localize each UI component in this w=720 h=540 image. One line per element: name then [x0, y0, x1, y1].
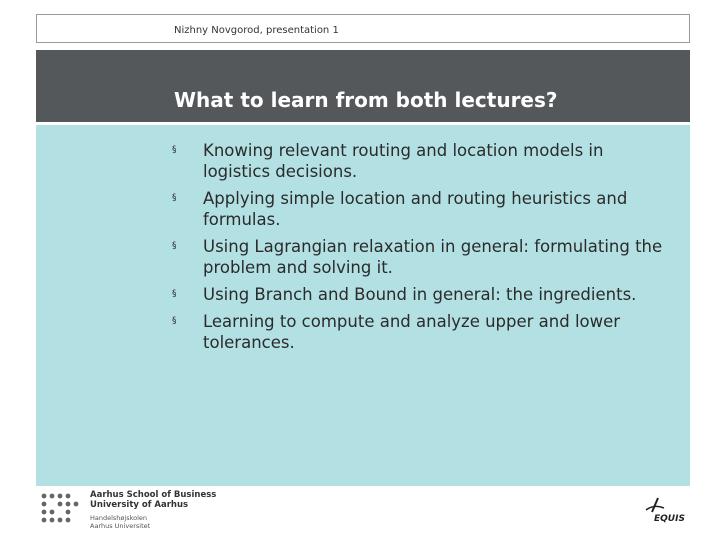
aarhus-logo-text [90, 490, 216, 530]
bullet-item [36, 311, 621, 353]
logo-line-school: Aarhus School of Business [90, 490, 217, 500]
logo-line-danish-university: Aarhus Universitet [90, 522, 151, 530]
bullet-text: Using Branch and Bound in general: the ingredients. [203, 285, 637, 304]
aarhus-logo [40, 490, 220, 530]
bullet-item [36, 188, 628, 230]
aarhus-dot-logo-icon [40, 492, 82, 528]
bullet-text: Using Lagrangian relaxation in general: formulating the problem and solving it. [203, 237, 663, 277]
bullet-item [36, 140, 604, 182]
header-box [36, 14, 690, 43]
bullet-text: Applying simple location and routing heuristics and formulas. [203, 189, 628, 229]
bullet-marker-icon: § [172, 289, 177, 299]
bullet-text: Knowing relevant routing and location models in logistics decisions. [203, 141, 604, 181]
title-band [36, 50, 690, 122]
logo-line-university: University of Aarhus [90, 500, 189, 510]
content-band [36, 125, 690, 486]
equis-label: EQUIS [654, 514, 685, 524]
bullet-item [36, 236, 663, 278]
bullet-item [36, 284, 637, 305]
presentation-header: Nizhny Novgorod, presentation 1 [174, 25, 339, 36]
bullet-marker-icon: § [172, 145, 177, 155]
bullet-text: Learning to compute and analyze upper and lower tolerances. [203, 312, 621, 352]
slide-title: What to learn from both lectures? [174, 88, 558, 112]
equis-logo [640, 494, 690, 534]
bullet-marker-icon: § [172, 193, 177, 203]
bullet-marker-icon: § [172, 316, 177, 326]
bullet-marker-icon: § [172, 241, 177, 251]
logo-line-danish-school: Handelshøjskolen [90, 514, 148, 522]
bullet-list [36, 140, 663, 359]
